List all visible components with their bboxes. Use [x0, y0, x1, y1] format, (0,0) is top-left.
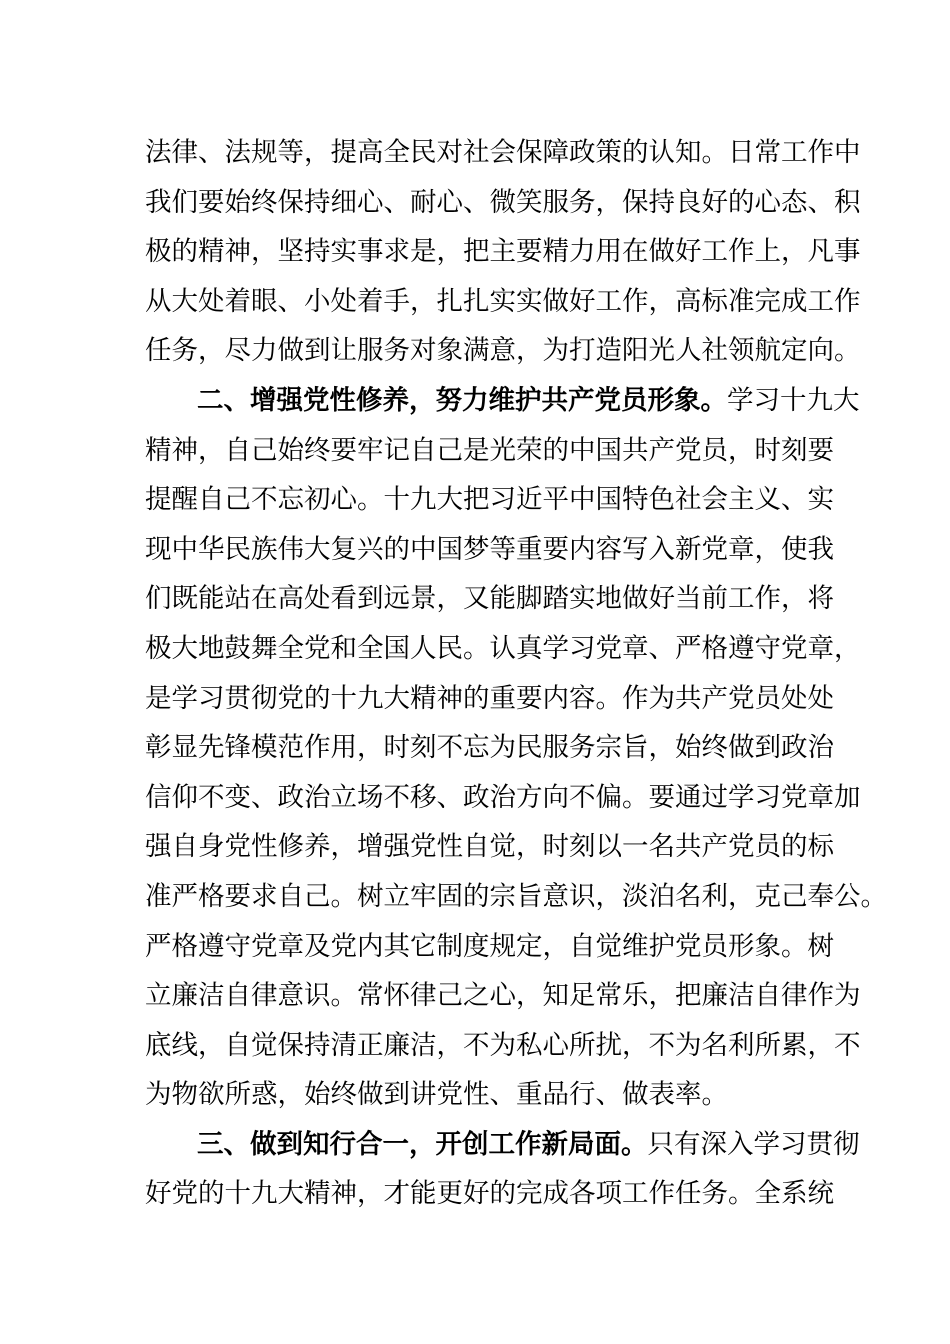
- text-line: [145, 376, 860, 426]
- text-line: 彰显先锋模范作用，时刻不忘为民服务宗旨，始终做到政治: [145, 732, 834, 764]
- text-line: 们既能站在高处看到远景，又能脚踏实地做好当前工作，将: [145, 583, 834, 615]
- text-line: 准严格要求自己。树立牢固的宗旨意识，淡泊名利，克己奉公。: [145, 880, 887, 912]
- text-line: 立廉洁自律意识。常怀律己之心，知足常乐，把廉洁自律作为: [145, 980, 861, 1012]
- text-line: 严格遵守党章及党内其它制度规定，自觉维护党员形象。树: [145, 930, 834, 962]
- text-line: 是学习贯彻党的十九大精神的重要内容。作为共产党员处处: [145, 682, 834, 714]
- text-line: 任务，尽力做到让服务对象满意，为打造阳光人社领航定向。: [145, 335, 861, 367]
- paragraph-2: [145, 376, 887, 1120]
- section-heading: 三、做到知行合一，开创工作新局面。: [197, 1128, 648, 1160]
- text-line: 底线，自觉保持清正廉洁，不为私心所扰，不为名利所累，不: [145, 1029, 861, 1061]
- text-line: 极大地鼓舞全党和全国人民。认真学习党章、严格遵守党章，: [145, 632, 861, 664]
- text-line: 我们要始终保持细心、耐心、微笑服务，保持良好的心态、积: [145, 186, 861, 218]
- text-line: 信仰不变、政治立场不移、政治方向不偏。要通过学习党章加: [145, 781, 861, 813]
- heading-trailing-text: 只有深入学习贯彻: [647, 1128, 860, 1160]
- text-line: 从大处着眼、小处着手，扎扎实实做好工作，高标准完成工作: [145, 285, 861, 317]
- text-line: 强自身党性修养，增强党性自觉，时刻以一名共产党员的标: [145, 831, 834, 863]
- heading-trailing-text: 学习十九大: [727, 384, 860, 416]
- paragraph-3: [145, 1120, 860, 1219]
- text-line: [145, 1120, 860, 1170]
- text-line: 为物欲所惑，始终做到讲党性、重品行、做表率。: [145, 1079, 728, 1111]
- paragraph-1: [145, 128, 861, 376]
- text-line: 好党的十九大精神，才能更好的完成各项工作任务。全系统: [145, 1178, 834, 1210]
- text-line: 极的精神，坚持实事求是，把主要精力用在做好工作上，凡事: [145, 236, 861, 268]
- text-line: 法律、法规等，提高全民对社会保障政策的认知。日常工作中: [145, 137, 861, 168]
- text-line: 现中华民族伟大复兴的中国梦等重要内容写入新党章，使我: [145, 533, 834, 565]
- section-heading: 二、增强党性修养，努力维护共产党员形象。: [197, 384, 727, 416]
- document-body: [145, 128, 887, 1219]
- text-line: 提醒自己不忘初心。十九大把习近平中国特色社会主义、实: [145, 484, 834, 516]
- text-line: 精神，自己始终要牢记自己是光荣的中国共产党员，时刻要: [145, 434, 834, 466]
